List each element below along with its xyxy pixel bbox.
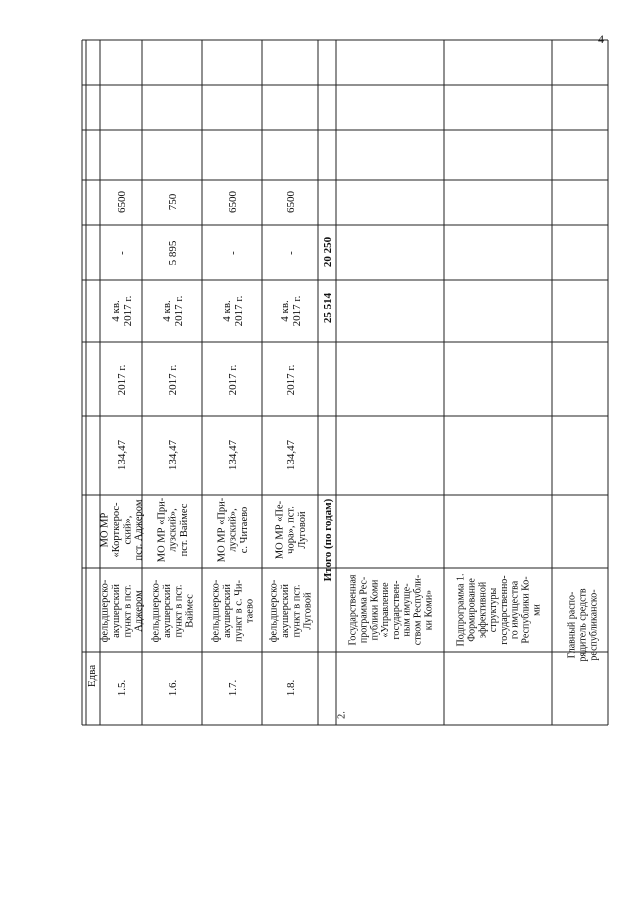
- row-c7: [167, 240, 179, 265]
- svg-text:1.5.: 1.5.: [115, 679, 128, 697]
- svg-text:фельдшерско-акушерскийпункт в: фельдшерско-акушерскийпункт в пст.Аджером: [99, 579, 145, 643]
- row-c7: [227, 251, 239, 255]
- svg-text:Главный распо-рядитель средств: Главный распо-рядитель средствреспубликанско-: [566, 588, 600, 662]
- svg-text:фельдшерско-акушерскийпункт в: фельдшерско-акушерскийпункт в пст.Ваймес: [150, 579, 196, 643]
- row-year: [167, 364, 179, 395]
- row-place: [100, 499, 145, 560]
- row-c8: [167, 193, 179, 210]
- svg-text:2017 г.: 2017 г.: [115, 364, 128, 396]
- row-quarter: [279, 295, 303, 326]
- row-number: [116, 680, 128, 697]
- svg-text:6500: 6500: [115, 191, 128, 213]
- svg-text:2017 г.: 2017 г.: [284, 364, 297, 396]
- svg-text:МО МР «При-лузский»,с. Читаево: МО МР «При-лузский»,с. Читаево: [216, 497, 251, 563]
- row-c7: [116, 251, 128, 255]
- row-name: [269, 579, 314, 642]
- svg-text:МО МР «Пе-чора», пст.Луговой: МО МР «Пе-чора», пст.Луговой: [274, 500, 309, 560]
- svg-text:25 514: 25 514: [321, 292, 334, 324]
- row-place: [156, 497, 190, 562]
- row-quarter: [161, 295, 185, 326]
- svg-text:134,47: 134,47: [166, 439, 179, 471]
- svg-text:1.7.: 1.7.: [226, 679, 239, 697]
- svg-text:МО МР«Корткерос-ский»,пст. Адж: МО МР«Корткерос-ский»,пст. Аджером: [99, 499, 145, 561]
- svg-text:2017 г.: 2017 г.: [166, 364, 179, 396]
- section-number: [337, 711, 348, 719]
- svg-text:4 кв.2017 г.: 4 кв.2017 г.: [220, 295, 245, 327]
- svg-text:750: 750: [166, 193, 179, 211]
- svg-text:2017 г.: 2017 г.: [226, 364, 239, 396]
- svg-text:1.8.: 1.8.: [284, 679, 297, 697]
- row-capacity: [167, 439, 179, 470]
- row-quarter: [221, 295, 245, 326]
- row-quarter: [110, 295, 134, 326]
- total-label: [322, 498, 334, 581]
- row-year: [285, 364, 297, 395]
- svg-text:134,47: 134,47: [115, 439, 128, 471]
- svg-text:-: -: [226, 251, 239, 255]
- svg-text:1.6.: 1.6.: [166, 679, 179, 697]
- row-number: [285, 680, 297, 697]
- svg-text:-: -: [284, 251, 297, 255]
- svg-text:134,47: 134,47: [284, 439, 297, 471]
- row-year: [116, 364, 128, 395]
- svg-text:134,47: 134,47: [226, 439, 239, 471]
- row-place: [274, 500, 308, 559]
- page-number: 4: [598, 32, 604, 46]
- svg-text:Итого (по годам): Итого (по годам): [321, 498, 334, 582]
- row-year: [227, 364, 239, 395]
- svg-text:6500: 6500: [226, 191, 239, 213]
- svg-text:фельдшерско-акушерскийпункт в: фельдшерско-акушерскийпункт в пст.Луговой: [268, 579, 314, 643]
- row-number: [167, 680, 179, 697]
- total-c7: [322, 292, 334, 323]
- row-capacity: [227, 439, 239, 470]
- row-c8: [285, 191, 297, 214]
- row-place: [216, 497, 250, 562]
- row-name: [211, 579, 256, 642]
- svg-text:Государственнаяпрограмма Рес-п: Государственнаяпрограмма Рес-публики Коми«Управлениегосударствен-ным имуще-ством Республи-ки Коми»: [347, 574, 435, 646]
- row-capacity: [285, 439, 297, 470]
- row-c7: [285, 251, 297, 255]
- row-name: [100, 579, 145, 642]
- svg-text:фельдшерско-акушерскийпункт в: фельдшерско-акушерскийпункт в с. Чи-таево: [210, 579, 256, 643]
- section-program: [348, 574, 435, 645]
- header-fragment: [86, 665, 98, 687]
- svg-text:Едва: Едва: [85, 664, 98, 688]
- svg-text:4 кв.2017 г.: 4 кв.2017 г.: [160, 295, 185, 327]
- row-name: [151, 579, 196, 642]
- svg-text:20 250: 20 250: [321, 236, 334, 268]
- row-c8: [227, 191, 239, 214]
- total-c8: [322, 236, 334, 267]
- row-c8: [116, 191, 128, 214]
- svg-text:4 кв.2017 г.: 4 кв.2017 г.: [109, 295, 134, 327]
- section-subprogram: [456, 574, 543, 647]
- svg-text:2.: 2.: [336, 711, 348, 719]
- svg-text:6500: 6500: [284, 191, 297, 213]
- svg-text:МО МР «При-лузский»,пст. Вайме: МО МР «При-лузский»,пст. Ваймес: [156, 497, 191, 563]
- row-capacity: [116, 439, 128, 470]
- svg-text:-: -: [115, 251, 128, 255]
- section-manager: [567, 588, 600, 662]
- svg-text:4 кв.2017 г.: 4 кв.2017 г.: [278, 295, 303, 327]
- svg-text:5 895: 5 895: [166, 240, 179, 266]
- svg-text:Подпрограмма 1.Формированиеэфф: Подпрограмма 1.Формированиеэффективнойструктурыгосударственно-го имуществаРеспублики Ко-ми: [455, 573, 543, 647]
- row-number: [227, 680, 239, 697]
